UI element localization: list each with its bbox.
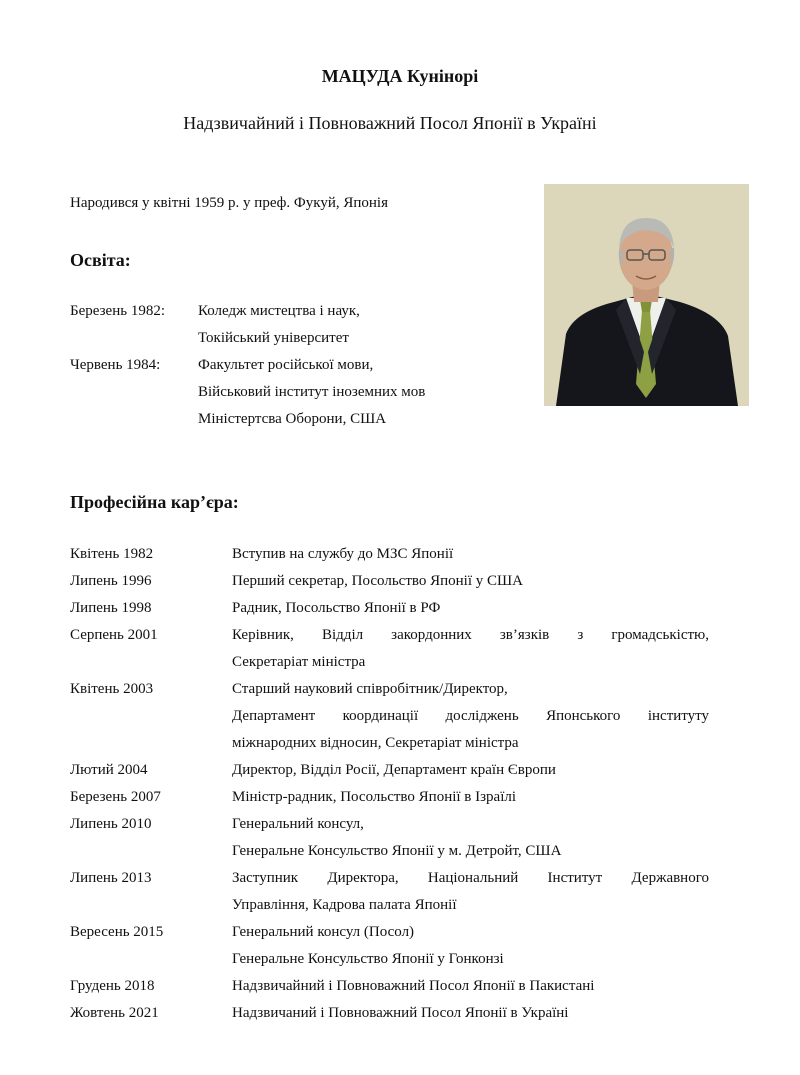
person-name: МАЦУДА Кунінорі (321, 66, 479, 86)
career-description (232, 1000, 709, 1027)
career-description-line: Надзвичаний і Повноважний Посол Японії в Україні (232, 1005, 569, 1021)
career-description-line: Генеральний консул, (232, 816, 364, 832)
career-date: Березень 2007 (70, 789, 161, 805)
career-description (232, 973, 709, 1000)
career-description (232, 541, 709, 568)
career-date: Вересень 2015 (70, 924, 164, 940)
career-description-line: Керівник, Відділ закордонних зв’язків з громадськістю, (232, 627, 709, 643)
career-description-line: Секретаріат міністра (232, 654, 366, 670)
career-description-line: Управління, Кадрова палата Японії (232, 897, 457, 913)
career-description (232, 757, 709, 784)
person-position: Надзвичайний і Повноважний Посол Японії в Україні (183, 113, 597, 133)
career-description-line: Радник, Посольство Японії в РФ (232, 600, 441, 616)
education-description-line: Коледж мистецтва і наук, (198, 303, 360, 319)
career-description (232, 811, 709, 865)
career-heading: Професійна кар’єра: (70, 492, 239, 512)
career-date: Квітень 2003 (70, 681, 154, 697)
career-description (232, 595, 709, 622)
career-description-line: Директор, Відділ Росії, Департамент країн Європи (232, 762, 556, 778)
career-description-line: Генеральний консул (Посол) (232, 924, 415, 940)
education-heading: Освіта: (70, 250, 131, 270)
career-date: Липень 1998 (70, 600, 152, 616)
portrait-photo (544, 184, 749, 406)
career-description-line: Вступив на службу до МЗС Японії (232, 546, 454, 562)
career-description-line: Генеральне Консульство Японії у Гонконзі (232, 951, 504, 967)
birth-info: Народився у квітні 1959 р. у преф. Фукуй, Японія (70, 195, 388, 211)
career-date: Квітень 1982 (70, 546, 154, 562)
education-description-line: Токійський університет (198, 330, 349, 346)
career-description-line: Департамент координації досліджень Японського інституту (232, 708, 709, 724)
career-description-line: Міністр-радник, Посольство Японії в Ізраїлі (232, 789, 517, 805)
career-date: Жовтень 2021 (70, 1005, 159, 1021)
career-date: Грудень 2018 (70, 978, 155, 994)
education-description-line: Міністертсва Оборони, США (198, 411, 387, 427)
career-date: Липень 2010 (70, 816, 152, 832)
career-description-line: Заступник Директора, Національний Інститут Державного (232, 870, 709, 886)
education-date: Березень 1982: (70, 303, 165, 319)
career-description (232, 865, 709, 919)
education-description-line: Військовий інститут іноземних мов (198, 384, 426, 400)
career-description (232, 919, 709, 973)
career-description (232, 568, 709, 595)
education-date: Червень 1984: (70, 357, 161, 373)
career-date: Лютий 2004 (70, 762, 148, 778)
career-description (232, 784, 709, 811)
career-description-line: міжнародних відносин, Секретаріат міністра (232, 735, 519, 751)
education-description-line: Факультет російської мови, (198, 357, 374, 373)
career-description (232, 622, 709, 676)
career-description-line: Надзвичайний і Повноважний Посол Японії в Пакистані (232, 978, 595, 994)
career-description-line: Генеральне Консульство Японії у м. Детройт, США (232, 843, 562, 859)
career-description-line: Перший секретар, Посольство Японії у США (232, 573, 523, 589)
career-date: Липень 1996 (70, 573, 152, 589)
portrait-photo-icon (544, 184, 749, 406)
career-description-line: Старший науковий співробітник/Директор, (232, 681, 508, 697)
career-date: Серпень 2001 (70, 627, 158, 643)
career-date: Липень 2013 (70, 870, 152, 886)
career-description (232, 676, 709, 757)
